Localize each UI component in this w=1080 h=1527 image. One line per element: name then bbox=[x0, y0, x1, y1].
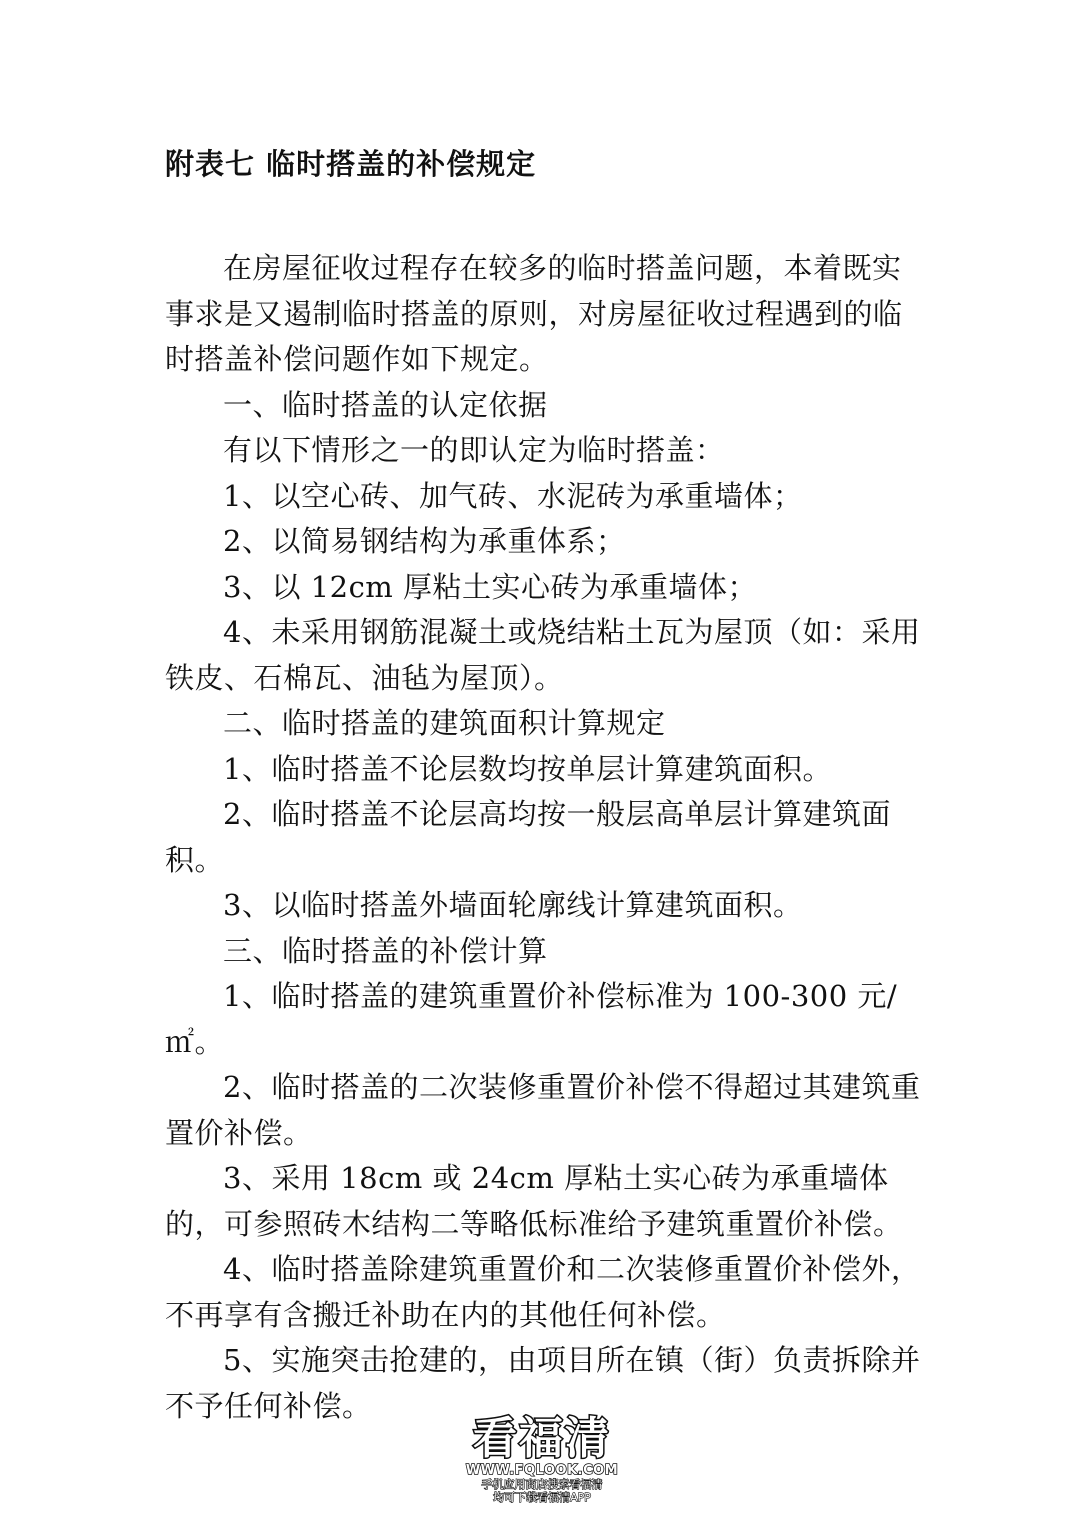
list-item: 4、临时搭盖除建筑重置价和二次装修重置价补偿外，不再享有含搬迁补助在内的其他任何补偿。 bbox=[165, 1252, 921, 1332]
document-title: 附表七 临时搭盖的补偿规定 bbox=[165, 147, 537, 181]
watermark-line-1: 手机应用商店搜索看福清 bbox=[481, 1478, 603, 1491]
list-item: 2、以简易钢结构为承重体系； bbox=[223, 524, 626, 558]
section-heading-2: 二、临时搭盖的建筑面积计算规定 bbox=[223, 706, 666, 740]
watermark-line-2: 均可下载看福清APP bbox=[493, 1491, 591, 1504]
list-item: 4、未采用钢筋混凝土或烧结粘土瓦为屋顶（如：采用铁皮、石棉瓦、油毡为屋顶）。 bbox=[165, 615, 921, 695]
intro-paragraph: 在房屋征收过程存在较多的临时搭盖问题，本着既实事求是又遏制临时搭盖的原则，对房屋征收过程遇到的临时搭盖补偿问题作如下规定。 bbox=[165, 251, 903, 376]
list-item: 3、以 12cm 厚粘土实心砖为承重墙体； bbox=[223, 569, 758, 604]
section-heading-1: 一、临时搭盖的认定依据 bbox=[223, 387, 548, 422]
watermark-url: WWW.FQLOOK.COM bbox=[465, 1463, 619, 1478]
list-item: 1、临时搭盖的建筑重置价补偿标准为 100-300 元/㎡。 bbox=[165, 979, 898, 1059]
section-heading-3: 三、临时搭盖的补偿计算 bbox=[223, 933, 548, 968]
list-item: 1、以空心砖、加气砖、水泥砖为承重墙体； bbox=[223, 478, 803, 513]
list-item: 2、临时搭盖的二次装修重置价补偿不得超过其建筑重置价补偿。 bbox=[165, 1070, 921, 1150]
watermark-logo bbox=[462, 1414, 622, 1504]
list-item: 5、实施突击抢建的，由项目所在镇（街）负责拆除并不予任何补偿。 bbox=[165, 1343, 921, 1423]
watermark-brand: 看福清 bbox=[473, 1413, 611, 1464]
list-item: 3、以临时搭盖外墙面轮廓线计算建筑面积。 bbox=[223, 888, 803, 922]
list-item: 1、临时搭盖不论层数均按单层计算建筑面积。 bbox=[223, 751, 832, 786]
list-item: 2、临时搭盖不论层高均按一般层高单层计算建筑面积。 bbox=[165, 797, 891, 877]
list-item: 3、采用 18cm 或 24cm 厚粘土实心砖为承重墙体的，可参照砖木结构二等略低标准给予建筑重置价补偿。 bbox=[165, 1161, 903, 1241]
document-body bbox=[165, 246, 925, 1429]
paragraph: 有以下情形之一的即认定为临时搭盖： bbox=[223, 433, 725, 467]
